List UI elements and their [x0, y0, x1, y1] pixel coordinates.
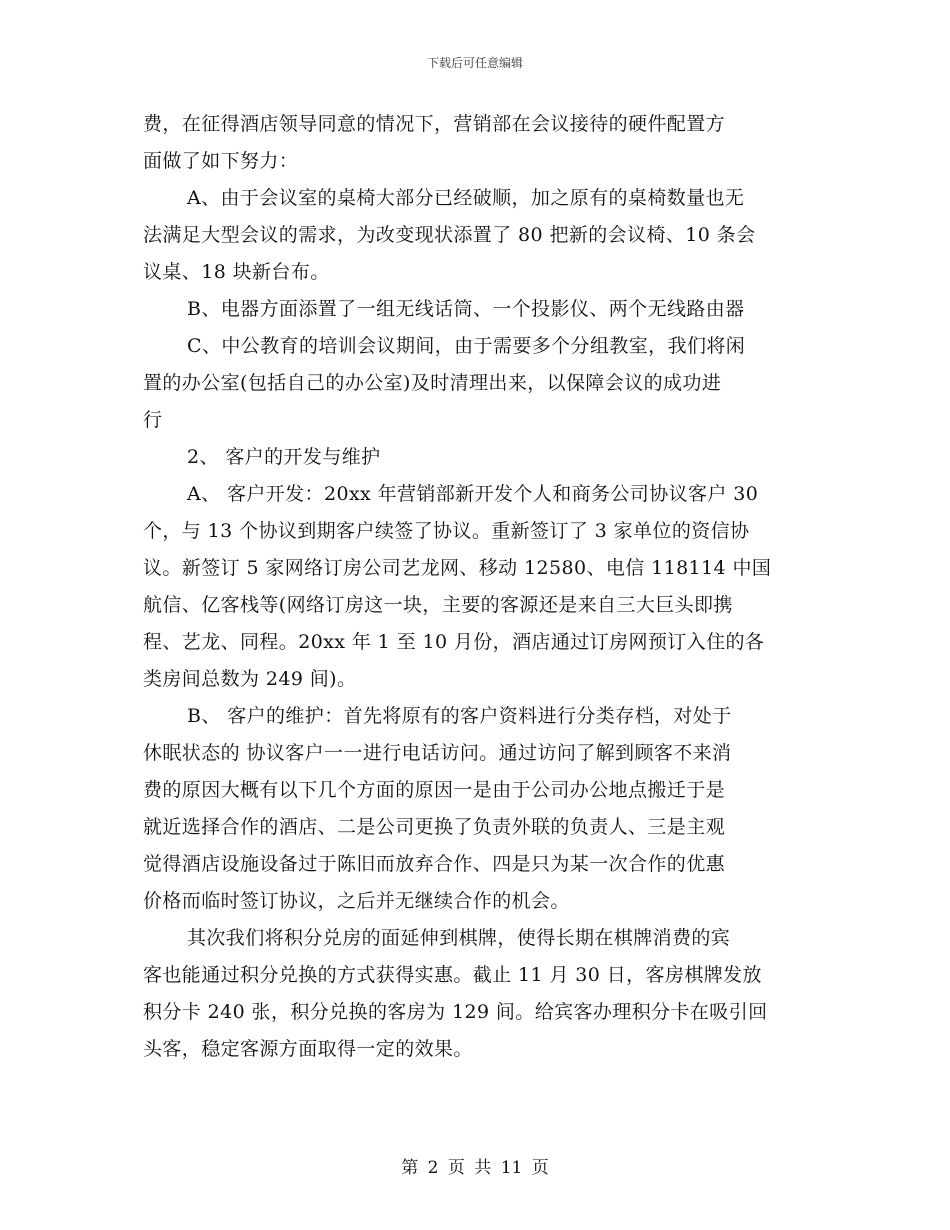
- document-body: [143, 106, 815, 1068]
- text-line: 费，在征得酒店领导同意的情况下，营销部在会议接待的硬件配置方: [143, 113, 726, 135]
- section-heading: 2、 客户的开发与维护: [187, 446, 381, 468]
- page-header: 下载后可任意编辑: [426, 56, 523, 70]
- text-line: 费的原因大概有以下几个方面的原因一是由于公司办公地点搬迁于是: [143, 779, 726, 801]
- text-line: 类房间总数为 249 间)。: [143, 668, 357, 690]
- text-line: 议桌、18 块新台布。: [143, 261, 330, 283]
- text-line: 价格而临时签订协议，之后并无继续合作的机会。: [143, 890, 570, 912]
- text-line: 积分卡 240 张，积分兑换的客房为 129 间。给宾客办理积分卡在吸引回: [143, 1001, 768, 1023]
- text-line: C、中公教育的培训会议期间，由于需要多个分组教室，我们将闲: [187, 335, 746, 357]
- text-line: B、 客户的维护：首先将原有的客户资料进行分类存档，对处于: [187, 705, 732, 727]
- text-line: 航信、亿客栈等(网络订房这一块，主要的客源还是来自三大巨头即携: [143, 594, 733, 616]
- text-line: 觉得酒店设施设备过于陈旧而放弃合作、四是只为某一次合作的优惠: [143, 853, 726, 875]
- text-line: 就近选择合作的酒店、二是公司更换了负责外联的负责人、三是主观: [143, 816, 726, 838]
- text-line: 议。新签订 5 家网络订房公司艺龙网、移动 12580、电信 118114 中国: [143, 557, 772, 579]
- text-line: 置的办公室(包括自己的办公室)及时清理出来，以保障会议的成功进: [143, 372, 722, 394]
- text-line: 个，与 13 个协议到期客户续签了协议。重新签订了 3 家单位的资信协: [143, 520, 750, 542]
- text-line: A、由于会议室的桌椅大部分已经破顺，加之原有的桌椅数量也无: [187, 187, 745, 209]
- text-line: A、 客户开发：20xx 年营销部新开发个人和商务公司协议客户 30: [187, 483, 759, 505]
- text-line: 行: [143, 409, 163, 431]
- text-line: 头客，稳定客源方面取得一定的效果。: [143, 1038, 473, 1060]
- text-line: 客也能通过积分兑换的方式获得实惠。截止 11 月 30 日，客房棋牌发放: [143, 964, 762, 986]
- text-line: 法满足大型会议的需求，为改变现状添置了 80 把新的会议椅、10 条会: [143, 224, 756, 246]
- text-line: 面做了如下努力：: [143, 150, 299, 172]
- text-line: 程、艺龙、同程。20xx 年 1 至 10 月份，酒店通过订房网预订入住的各: [143, 631, 765, 653]
- text-line: 其次我们将积分兑房的面延伸到棋牌，使得长期在棋牌消费的宾: [187, 927, 731, 949]
- page-footer: 第 2 页 共 11 页: [401, 1158, 549, 1178]
- text-line: 休眠状态的 协议客户一一进行电话访问。通过访问了解到顾客不来消: [143, 742, 732, 764]
- text-line: B、电器方面添置了一组无线话筒、一个投影仪、两个无线路由器: [187, 298, 745, 320]
